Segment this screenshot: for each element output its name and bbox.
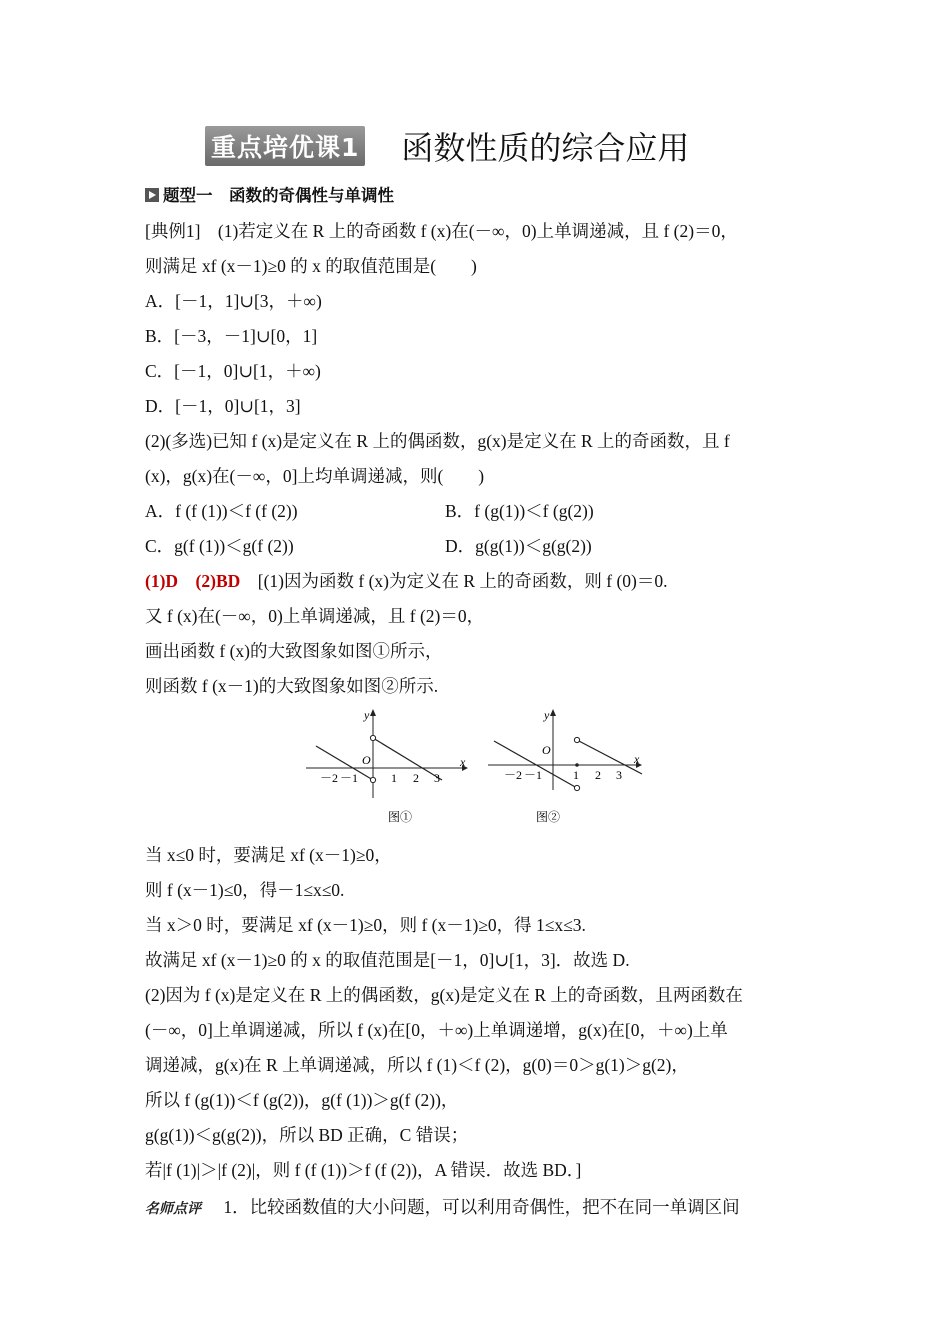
solution-line-9: (2)因为 f (x)是定义在 R 上的偶函数，g(x)是定义在 R 上的奇函数，且两函数在	[145, 985, 743, 1005]
title-row	[205, 122, 689, 170]
figure-1-caption: 图①	[388, 810, 413, 824]
comment-text: 1．比较函数值的大小问题，可以利用奇偶性，把不在同一单调区间	[223, 1197, 740, 1217]
open-point-bottom	[574, 785, 579, 790]
example-line-2: 则满足 xf (x－1)≥0 的 x 的取值范围是( )	[145, 256, 477, 276]
comment-tag: 名师点评	[145, 1201, 201, 1217]
y-label: y	[544, 708, 550, 722]
tick-3: 3	[434, 771, 440, 785]
option-a: A．[－1，1]∪[3，＋∞)	[145, 291, 322, 311]
x-label: x	[460, 755, 466, 769]
tick-minus-1: －1	[524, 768, 543, 782]
option-d: D．[－1，0]∪[1，3]	[145, 396, 301, 416]
y-arrow	[550, 709, 556, 716]
tick-3: 3	[616, 768, 622, 782]
section-heading	[145, 184, 394, 208]
y-label: y	[364, 708, 370, 722]
tick-minus-2: －2	[504, 768, 523, 782]
solution-line-3: 画出函数 f (x)的大致图象如图①所示，	[145, 641, 443, 661]
origin-label: O	[542, 743, 551, 757]
option-c: C．[－1，0]∪[1，＋∞)	[145, 361, 321, 381]
solution-line-4: 则函数 f (x－1)的大致图象如图②所示.	[145, 676, 439, 696]
tick-1: 1	[573, 768, 579, 782]
example-tag: [典例1]	[145, 221, 201, 241]
solution-line-5: 当 x≤0 时，要满足 xf (x－1)≥0，	[145, 845, 392, 865]
tick-2: 2	[413, 771, 419, 785]
option-b: B．[－3，－1]∪[0，1]	[145, 326, 318, 346]
lesson-badge: 重点培优课1	[205, 126, 365, 166]
solution-line-7: 当 x＞0 时，要满足 xf (x－1)≥0，则 f (x－1)≥0，得 1≤x≤3.	[145, 915, 586, 935]
tick-2: 2	[595, 768, 601, 782]
example-p1-line1: (1)若定义在 R 上的奇函数 f (x)在(－∞，0)上单调递减，且 f (2)＝0，	[217, 221, 738, 241]
figure-2	[484, 700, 654, 835]
solution-s1: [(1)因为函数 f (x)为定义在 R 上的奇函数，则 f (0)＝0.	[257, 571, 668, 591]
play-triangle-icon	[145, 188, 159, 202]
comment-line	[145, 1195, 740, 1221]
solution-line-14: 若|f (1)|＞|f (2)|，则 f (f (1))＞f (f (2))，A 错误．故选 BD．]	[145, 1160, 582, 1180]
p2-option-a: A．f (f (1))＜f (f (2))	[145, 501, 298, 521]
solution-line-6: 则 f (x－1)≤0，得－1≤x≤0.	[145, 880, 345, 900]
solution-line-8: 故满足 xf (x－1)≥0 的 x 的取值范围是[－1，0]∪[1，3]．故选 D.	[145, 950, 630, 970]
solution-line-13: g(g(1))＜g(g(2))，所以 BD 正确，C 错误；	[145, 1125, 469, 1145]
p2-option-b: B．f (g(1))＜f (g(2))	[445, 501, 594, 521]
p2-option-c: C．g(f (1))＜g(f (2))	[145, 536, 294, 556]
example-p2-line2: (x)，g(x)在(－∞，0]上均单调递减，则( )	[145, 466, 485, 486]
open-point-top	[370, 735, 375, 740]
section-label: 题型一 函数的奇偶性与单调性	[163, 186, 394, 205]
graph-right-branch	[577, 740, 642, 774]
tick-minus-1: －1	[340, 771, 359, 785]
solution-line-10: (－∞，0]上单调递减，所以 f (x)在[0，＋∞)上单调递增，g(x)在[0，＋∞)上单	[145, 1020, 728, 1040]
solution-line-11: 调递减，g(x)在 R 上单调递减，所以 f (1)＜f (2)，g(0)＝0＞g(1)＞g(2)，	[145, 1055, 689, 1075]
tick-minus-2: －2	[320, 771, 339, 785]
origin-label: O	[362, 753, 371, 767]
figure-2-caption: 图②	[536, 810, 561, 824]
answer-key: (1)D (2)BD	[145, 571, 241, 591]
page-title: 函数性质的综合应用	[401, 129, 690, 167]
p2-option-d: D．g(g(1))＜g(g(2))	[445, 536, 592, 556]
y-arrow	[370, 709, 376, 716]
x-label: x	[634, 752, 640, 766]
solution-line-1	[145, 569, 668, 593]
tick-1: 1	[391, 771, 397, 785]
point-at-1	[575, 763, 579, 767]
solution-line-2: 又 f (x)在(－∞，0)上单调递减，且 f (2)＝0，	[145, 606, 485, 626]
example-line-1	[145, 219, 738, 243]
open-point-top	[574, 737, 579, 742]
open-point-bottom	[370, 777, 375, 782]
graph-right-branch	[373, 738, 442, 780]
example-p2-line1: (2)(多选)已知 f (x)是定义在 R 上的偶函数，g(x)是定义在 R 上的奇函数，且 f	[145, 431, 730, 451]
solution-line-12: 所以 f (g(1))＜f (g(2))，g(f (1))＞g(f (2))，	[145, 1090, 459, 1110]
figure-1	[300, 700, 470, 835]
